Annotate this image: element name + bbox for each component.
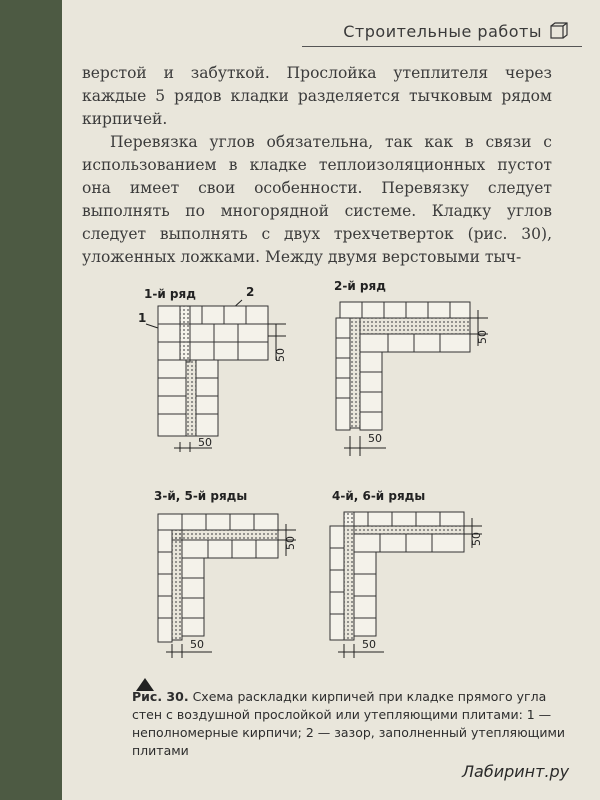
dimension-label: 50 xyxy=(198,436,212,449)
watermark: Лабиринт.ру xyxy=(462,762,570,781)
figure-number: Рис. 30. xyxy=(132,689,189,704)
panel-label: 4-й, 6-й ряды xyxy=(332,489,426,503)
paragraph: верстой и забуткой. Прослойка утеплителя через каждые 5 рядов кладки разделяется тычковым рядом кирпичей. xyxy=(82,64,552,128)
paragraph: Перевязка углов обязательна, так как в связи с использованием в кладке теплоизоляционных пустот она имеет свои особенности. Перевязку следует выполнять по многорядной системе. Кладку углов следует выполнять с двух трехчетверток (рис. 30), уложенных ложками. Между двумя верстовыми тыч- xyxy=(82,133,552,266)
body-text xyxy=(82,62,552,269)
running-header xyxy=(302,18,582,47)
dimension-label: 50 xyxy=(190,638,204,651)
panel-label: 1-й ряд xyxy=(144,287,196,301)
dimension-label: 50 xyxy=(470,532,483,546)
panel-row-2 xyxy=(334,280,489,456)
panel-rows-3-5 xyxy=(154,489,297,658)
book-box-icon xyxy=(550,22,568,40)
callout-2: 2 xyxy=(246,285,255,299)
panel-label: 3-й, 5-й ряды xyxy=(154,489,248,503)
book-page xyxy=(62,0,600,800)
brick-layout-figure xyxy=(62,280,600,680)
panel-label: 2-й ряд xyxy=(334,280,386,293)
figure-caption xyxy=(132,688,572,760)
dimension-label: 50 xyxy=(362,638,376,651)
figure-drawing xyxy=(62,280,600,680)
caption-text: Схема раскладки кирпичей при кладке прямого угла стен с воздушной прослойкой или утепляющими плитами: 1 — неполномерные кирпичи; 2 — зазор, заполненный утепляющими плитами xyxy=(132,689,566,758)
callout-1: 1 xyxy=(138,311,147,325)
dimension-label: 50 xyxy=(284,536,297,550)
dimension-label: 50 xyxy=(274,348,287,362)
panel-rows-4-6 xyxy=(330,489,483,658)
section-title: Строительные работы xyxy=(343,22,542,41)
dimension-label: 50 xyxy=(476,330,489,344)
dimension-label: 50 xyxy=(368,432,382,445)
panel-row-1 xyxy=(138,285,287,452)
